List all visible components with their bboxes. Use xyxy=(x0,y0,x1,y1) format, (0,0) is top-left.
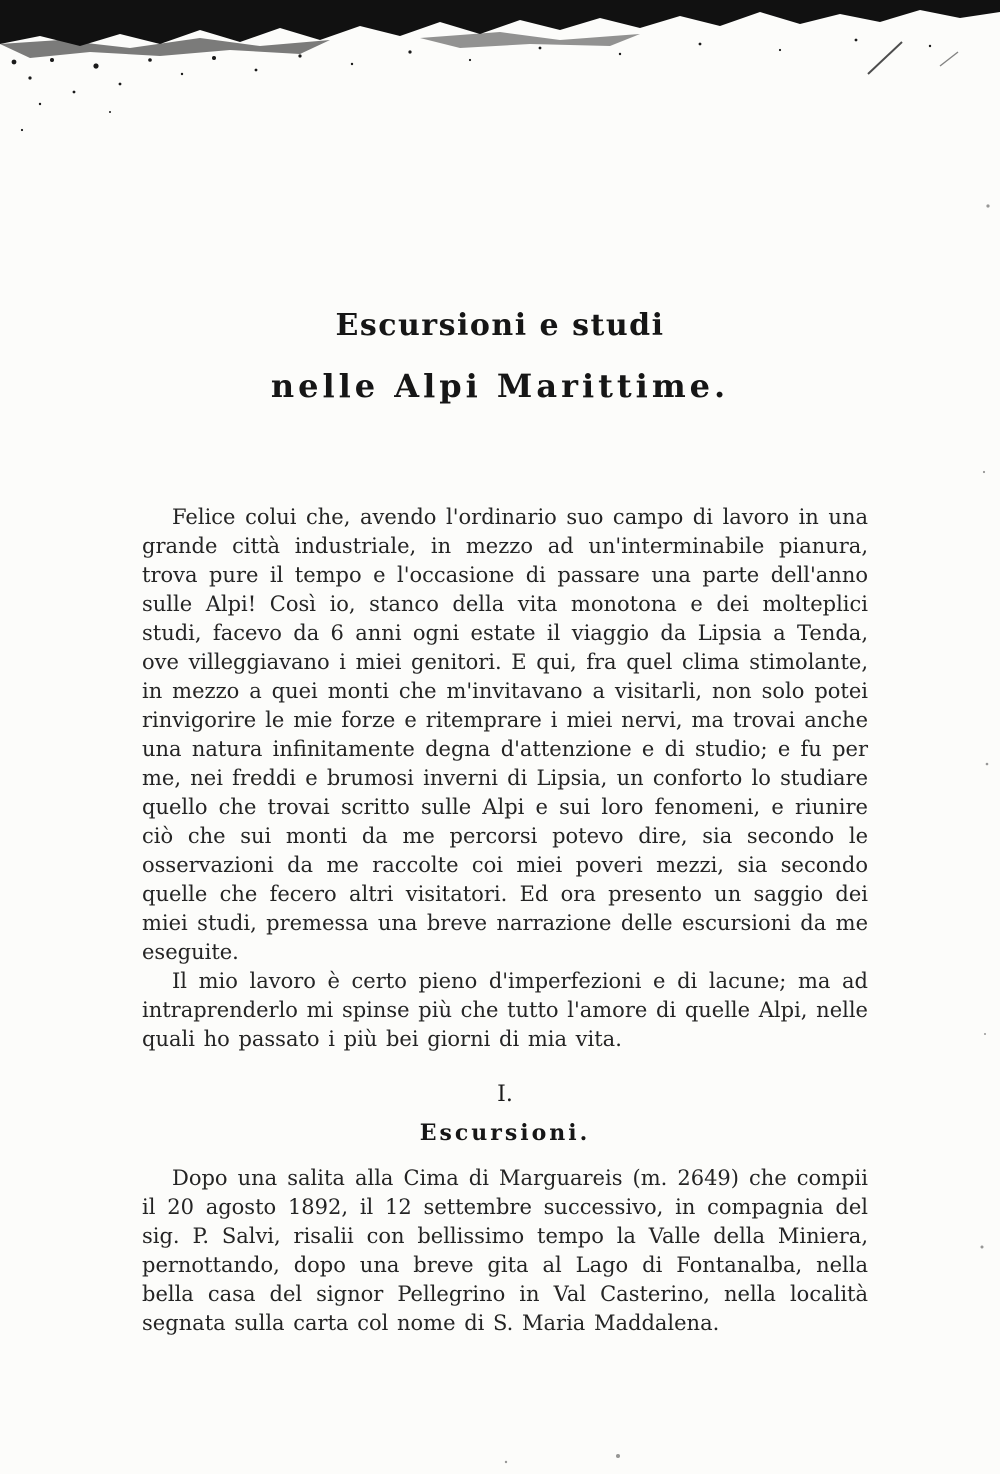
paragraph-intro-2: Il mio lavoro è certo pieno d'imperfezioni e di lacune; ma ad intraprenderlo mi spinse più che tutto l'amore di quelle Alpi, nelle quali ho passato i più bei giorni di mia vita. xyxy=(142,969,868,1051)
section-heading: Escursioni. xyxy=(419,1120,591,1146)
document-title-line1: Escursioni e studi xyxy=(335,308,665,343)
paragraph-section-1: Dopo una salita alla Cima di Marguareis (m. 2649) che compii il 20 agosto 1892, il 12 settembre successivo, in compagnia del sig. P. Salvi, risalii con bellissimo tempo la Valle della Miniera, pernottando, dopo una breve gita al Lago di Fontanalba, nella bella casa del signor Pellegrino in Val Casterino, nella località segnata sulla carta col nome di S. Maria Maddalena. xyxy=(142,1166,868,1335)
document-title xyxy=(0,308,1000,405)
section-header xyxy=(142,1080,868,1148)
document-title-line2: nelle Alpi Marittime. xyxy=(270,367,730,405)
section-number: I. xyxy=(497,1082,513,1107)
paragraph-intro-1: Felice colui che, avendo l'ordinario suo campo di lavoro in una grande città industriale, in mezzo ad un'interminabile pianura, trova pure il tempo e l'occasione di passare una parte dell'anno sulle Alpi! Così io, stanco della vita monotona e dei molteplici studi, facevo da 6 anni ogni estate il viaggio da Lipsia a Tenda, ove villeggiavano i miei genitori. E qui, fra quel clima stimolante, in mezzo a quei monti che m'invitavano a visitarli, non solo potei rinvigorire le mie forze e ritemprare i miei nervi, ma trovai anche una natura infinitamente degna d'attenzione e di studio; e fu per me, nei freddi e brumosi inverni di Lipsia, un conforto lo studiare quello che trovai scritto sulle Alpi e sui loro fenomeni, e riunire ciò che sui monti da me percorsi potevo dire, sia secondo le osservazioni da me raccolte coi miei poveri mezzi, sia secondo quelle che fecero altri visitatori. Ed ora presento un saggio dei miei studi, premessa una breve narrazione delle escursioni da me eseguite. xyxy=(142,505,868,964)
body-text-column xyxy=(142,503,868,1338)
